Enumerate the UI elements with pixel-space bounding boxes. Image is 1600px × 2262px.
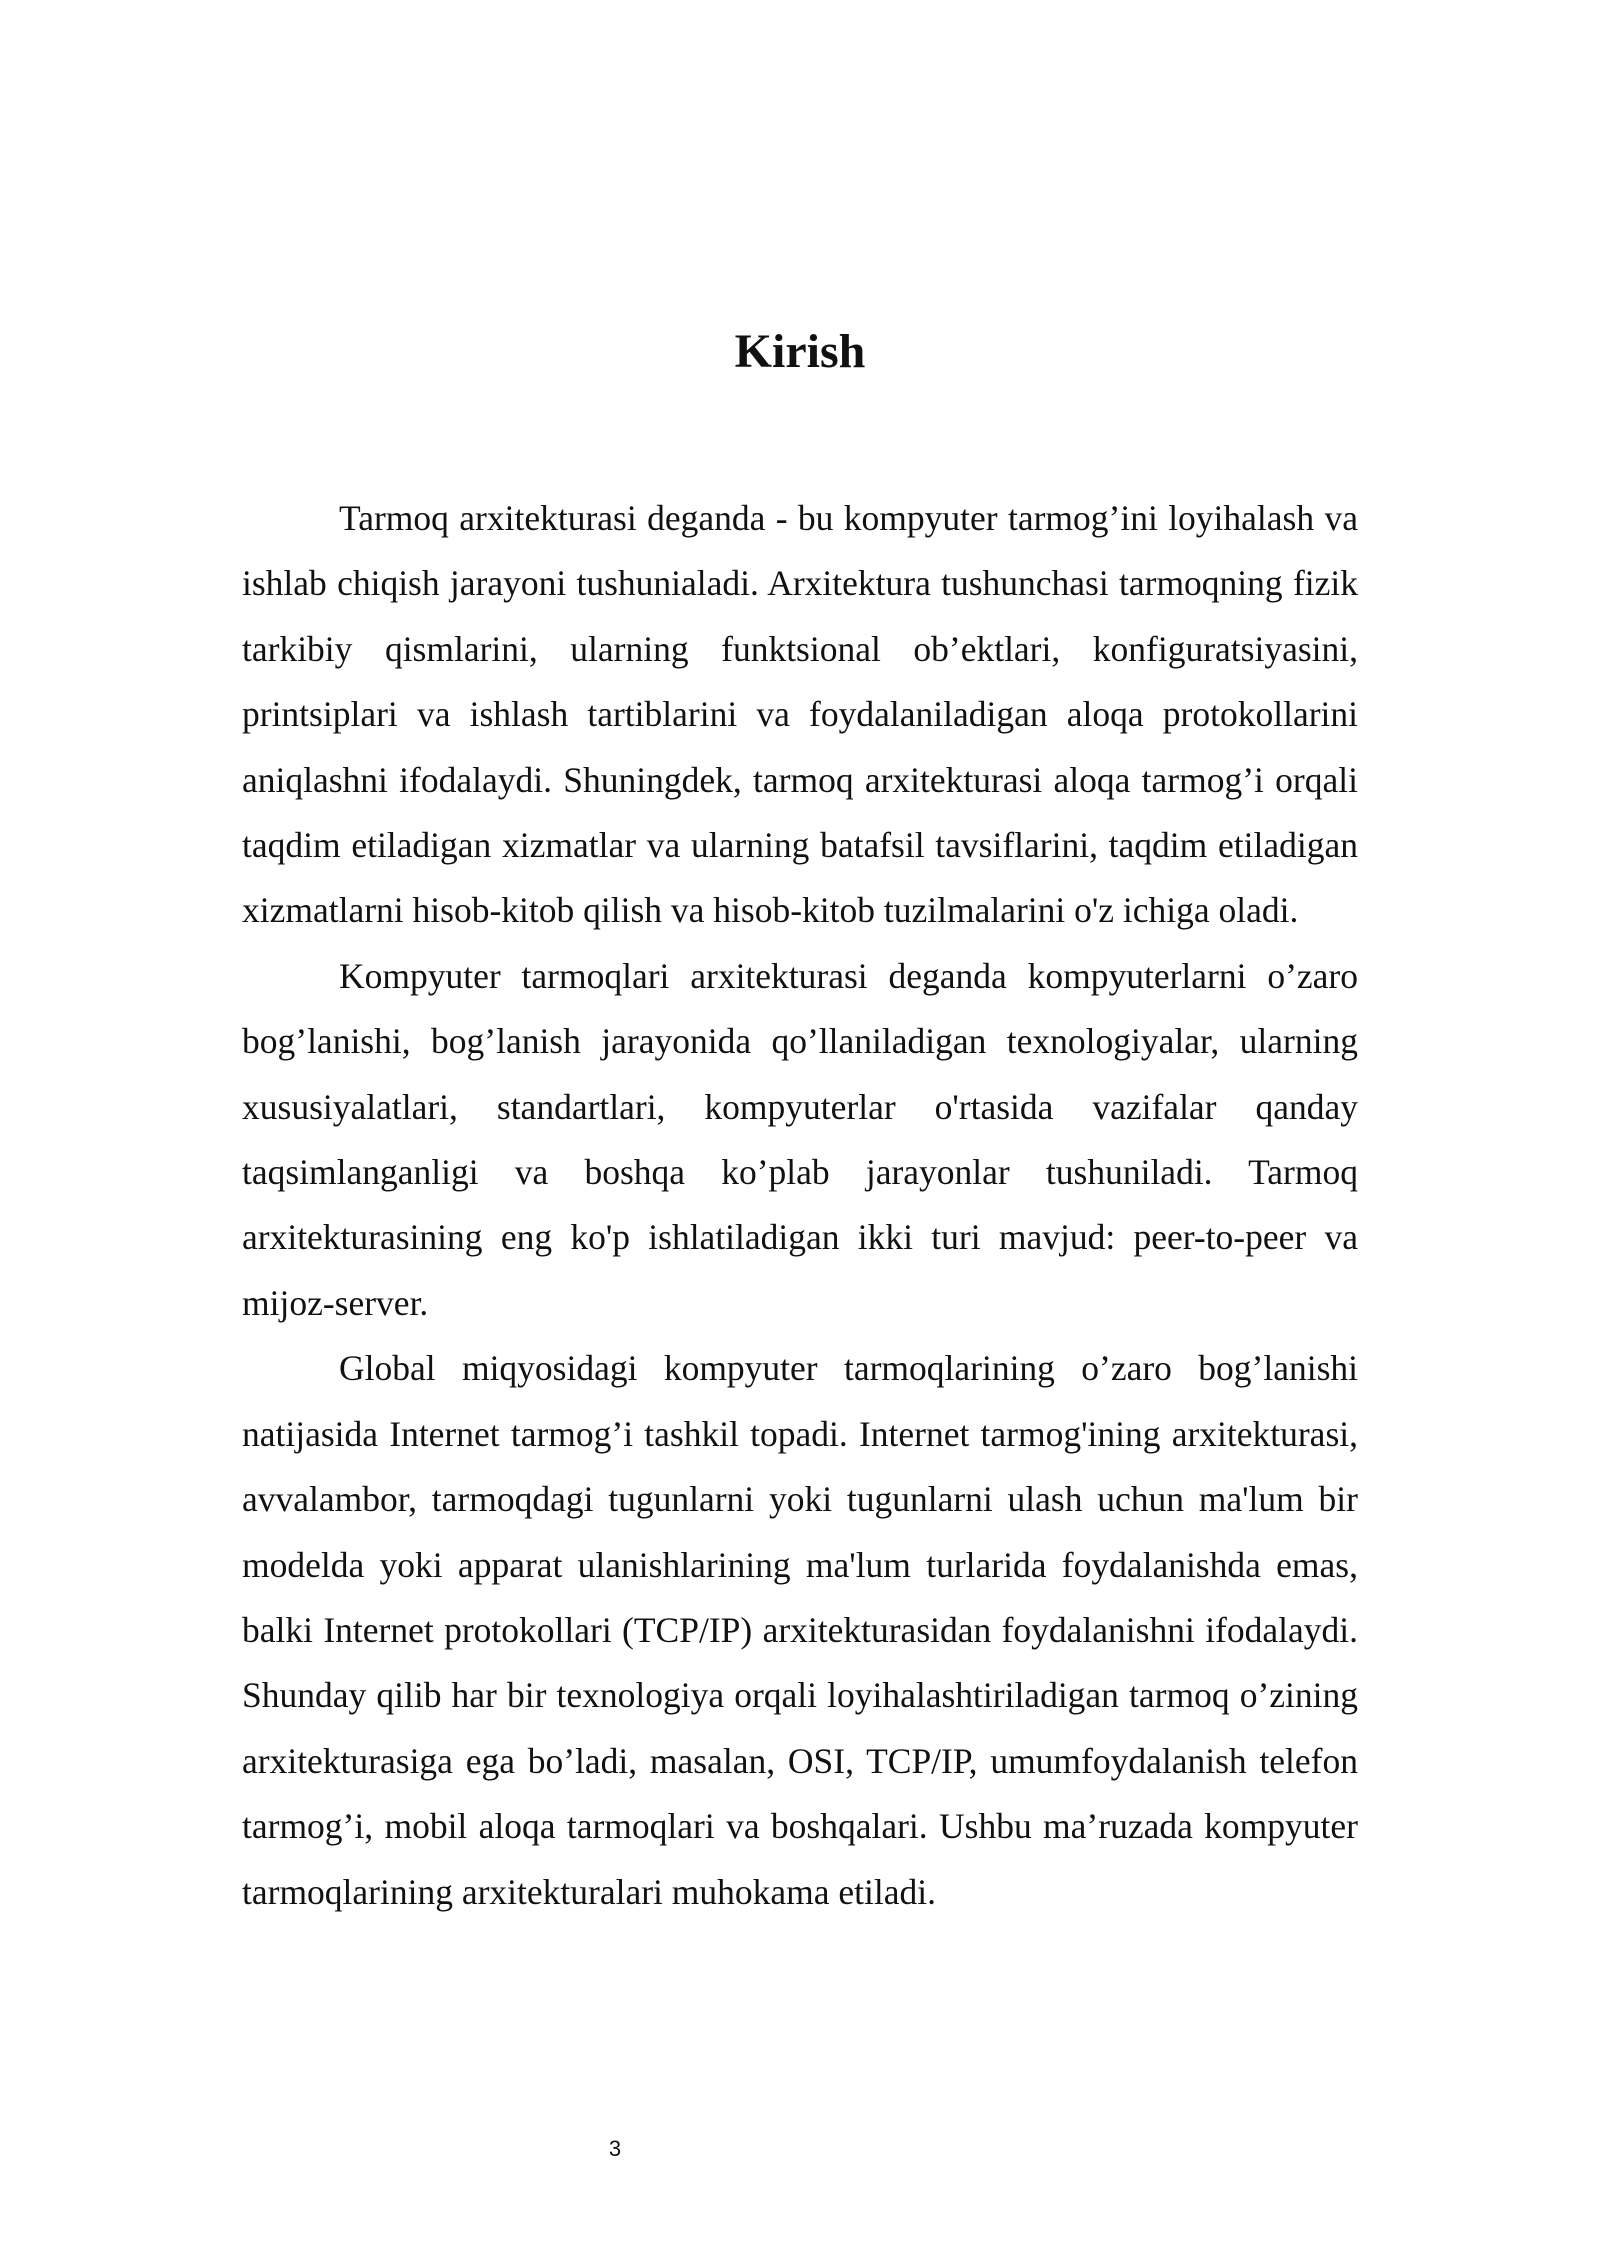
paragraph-2: Kompyuter tarmoqlari arxitekturasi deganda kompyuterlarni o’zaro bog’lanishi, bog’lanish jarayonida qo’llaniladigan texnologiyalar, ularning xususiyalatlari, standartlari, kompyuterlar o'rtasida vazifalar qanday taqsimlanganligi va boshqa ko’plab jarayonlar tushuniladi. Tarmoq arxitekturasining eng ko'p ishlatiladigan ikki turi mavjud: peer-to-peer va mijoz-server. (242, 955, 1358, 1323)
paragraph-1: Tarmoq arxitekturasi deganda - bu kompyuter tarmog’ini loyihalash va ishlab chiqish jarayoni tushunialadi. Arxitektura tushunchasi tarmoqning fizik tarkibiy qismlarini, ularning funktsional ob’ektlari, konfiguratsiyasini, printsiplari va ishlash tartiblarini va foydalaniladigan aloqa protokollarini aniqlashni ifodalaydi. Shuningdek, tarmoq arxitekturasi aloqa tarmog’i orqali taqdim etiladigan xizmatlar va ularning batafsil tavsiflarini, taqdim etiladigan xizmatlarni hisob-kitob qilish va hisob-kitob tuzilmalarini o'z ichiga oladi. (242, 498, 1358, 931)
body-text (242, 486, 1358, 1925)
page-title: Kirish (734, 325, 866, 378)
page-number: 3 (608, 2136, 622, 2161)
paragraph-3: Global miqyosidagi kompyuter tarmoqlarining o’zaro bog’lanishi natijasida Internet tarmog’i tashkil topadi. Internet tarmog'ining arxitekturasi, avvalambor, tarmoqdagi tugunlarni yoki tugunlarni ulash uchun ma'lum bir modelda yoki apparat ulanishlarining ma'lum turlarida foydalanishda emas, balki Internet protokollari (TCP/IP) arxitekturasidan foydalanishni ifodalaydi. Shunday qilib har bir texnologiya orqali loyihalashtiriladigan tarmoq o’zining arxitekturasiga ega bo’ladi, masalan, OSI, TCP/IP, umumfoydalanish telefon tarmog’i, mobil aloqa tarmoqlari va boshqalari. Ushbu ma’ruzada kompyuter tarmoqlarining arxitekturalari muhokama etiladi. (242, 1348, 1358, 1912)
